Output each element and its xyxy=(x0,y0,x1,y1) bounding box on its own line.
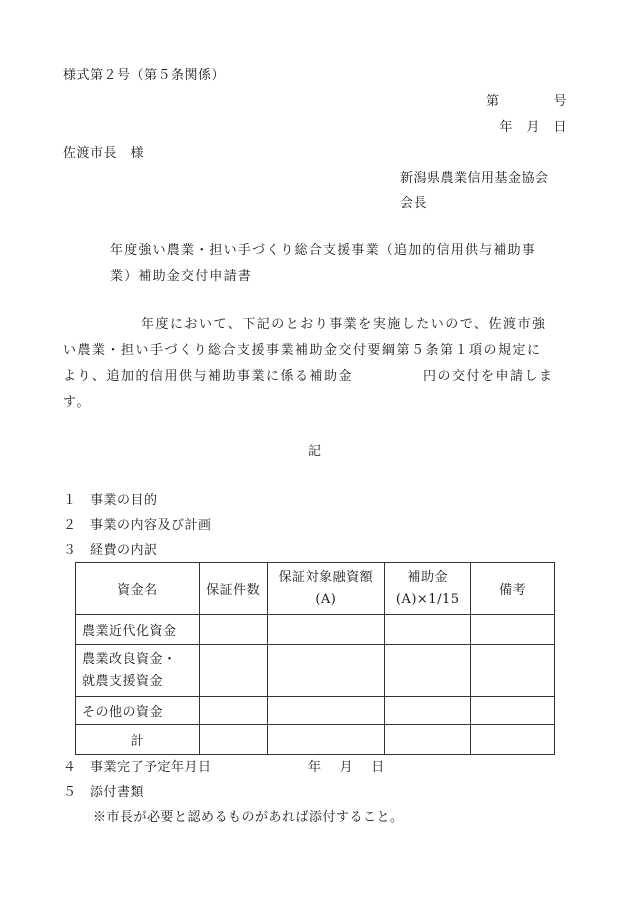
body-text-3a: より、追加的信用供与補助事業に係る補助金 xyxy=(63,369,354,384)
cell-amount[interactable] xyxy=(267,615,385,645)
cell-amount[interactable] xyxy=(267,645,385,697)
header-remarks: 備考 xyxy=(471,563,555,615)
header-guarantee-amount-label: 保証対象融資額 xyxy=(278,569,374,585)
cost-breakdown-table xyxy=(75,562,555,755)
item-purpose: １ 事業の目的 xyxy=(63,493,158,508)
cell-subsidy[interactable] xyxy=(385,697,471,725)
item-cost-breakdown: ３ 経費の内訳 xyxy=(63,543,158,558)
table-row xyxy=(76,697,555,725)
row-fund-improvement xyxy=(76,645,200,697)
document-title-line1: 年度強い農業・担い手づくり総合支援事業（追加的信用供与補助事 xyxy=(110,243,537,258)
table-row xyxy=(76,645,555,697)
cell-subsidy[interactable] xyxy=(385,645,471,697)
cell-remarks[interactable] xyxy=(471,645,555,697)
row-fund-other: その他の資金 xyxy=(76,697,200,725)
form-number: 様式第２号（第５条関係） xyxy=(63,68,226,83)
addressee: 佐渡市長 様 xyxy=(63,146,145,161)
attachments-note: ※市長が必要と認めるものがあれば添付すること。 xyxy=(93,810,404,825)
body-line-3 xyxy=(63,364,568,390)
header-guarantee-count: 保証件数 xyxy=(199,563,267,615)
body-text-4: す。 xyxy=(63,395,91,410)
applicant-title: 会長 xyxy=(400,196,428,211)
item-attachments: ５ 添付書類 xyxy=(63,785,145,800)
item-content-plan: ２ 事業の内容及び計画 xyxy=(63,518,212,533)
header-guarantee-amount-code: (A) xyxy=(315,591,337,607)
body-line-1 xyxy=(63,312,568,338)
cell-remarks[interactable] xyxy=(471,697,555,725)
cell-count[interactable] xyxy=(199,725,267,755)
document-title-line2: 業）補助金交付申請書 xyxy=(110,269,253,284)
row-fund-improvement-line1: 農業改良資金・ xyxy=(82,651,177,667)
header-fund-name: 資金名 xyxy=(76,563,200,615)
cell-count[interactable] xyxy=(199,615,267,645)
body-text-2: い農業・担い手づくり総合支援事業補助金交付要綱第５条第１項の規定に xyxy=(63,343,542,358)
cell-amount[interactable] xyxy=(267,697,385,725)
cell-subsidy[interactable] xyxy=(385,615,471,645)
ki-heading: 記 xyxy=(308,444,322,459)
body-line-2 xyxy=(63,338,568,364)
document-number: 第 号 xyxy=(485,94,567,109)
item-completion-date: ４ 事業完了予定年月日 xyxy=(63,760,212,775)
table-total-row xyxy=(76,725,555,755)
document-date: 年 月 日 xyxy=(499,120,567,135)
cell-remarks[interactable] xyxy=(471,725,555,755)
row-fund-modernization: 農業近代化資金 xyxy=(76,615,200,645)
table-row xyxy=(76,615,555,645)
header-subsidy xyxy=(385,563,471,615)
cell-count[interactable] xyxy=(199,697,267,725)
completion-date-value: 年 月 日 xyxy=(308,760,385,775)
table-header-row xyxy=(76,563,555,615)
cell-amount[interactable] xyxy=(267,725,385,755)
applicant-organization: 新潟県農業信用基金協会 xyxy=(400,171,549,186)
header-guarantee-amount xyxy=(267,563,385,615)
body-line-4 xyxy=(63,390,568,416)
cell-count[interactable] xyxy=(199,645,267,697)
header-subsidy-label: 補助金 xyxy=(407,569,448,585)
row-total: 計 xyxy=(76,725,200,755)
body-text-3b: 円の交付を申請しま xyxy=(423,369,554,384)
cell-subsidy[interactable] xyxy=(385,725,471,755)
row-fund-improvement-line2: 就農支援資金 xyxy=(82,673,164,689)
application-body xyxy=(63,312,568,416)
cell-remarks[interactable] xyxy=(471,615,555,645)
header-subsidy-formula: (A)×1/15 xyxy=(395,591,460,607)
body-text-1: 年度において、下記のとおり事業を実施したいので、佐渡市強 xyxy=(141,317,547,332)
